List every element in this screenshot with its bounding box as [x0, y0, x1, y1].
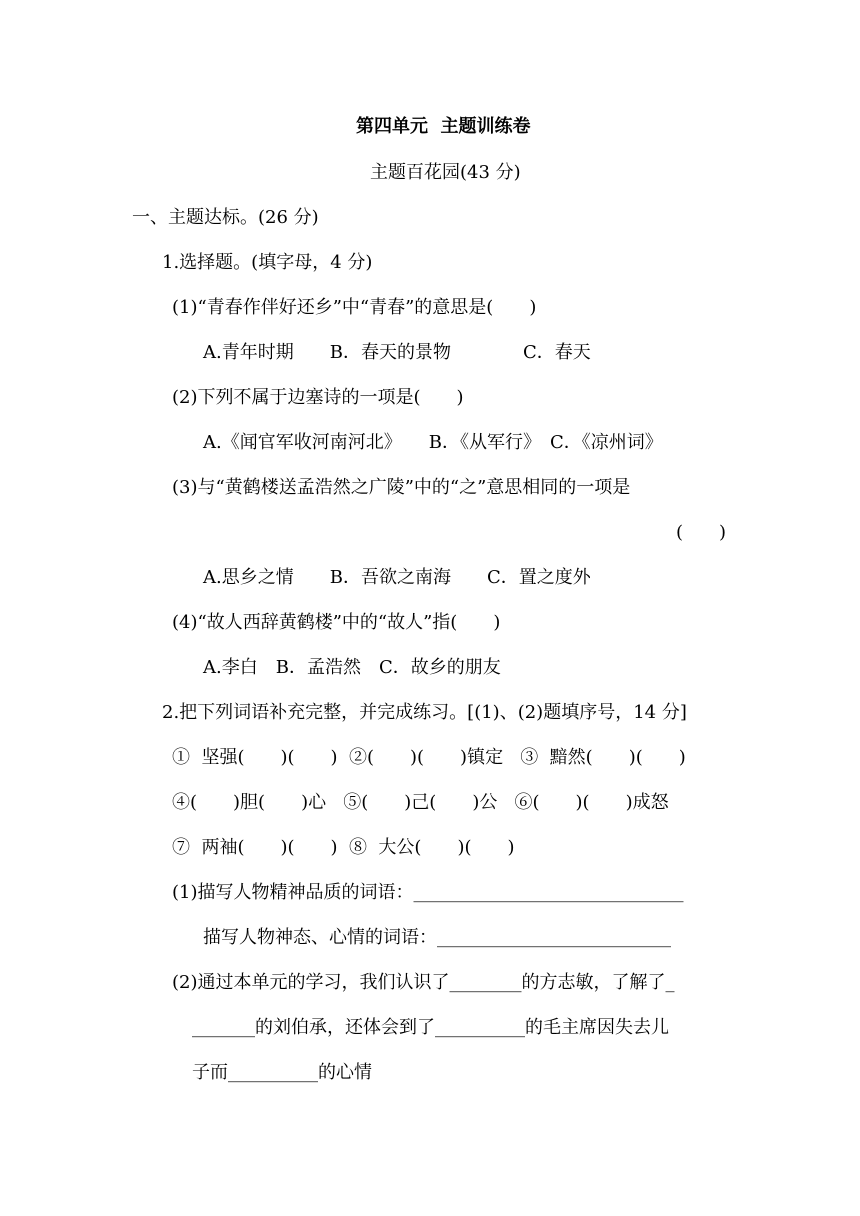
word-row-2: ④( )胆( )心 ⑤( )己( )公 ⑥( )( )成怒 — [172, 792, 669, 813]
page-subtitle: 主题百花园(43 分) — [370, 162, 521, 183]
question-2-1-line-1: (1)描写人物精神品质的词语：______________________________ — [172, 882, 684, 903]
question-2-2-line-3: 子而__________的心情 — [192, 1062, 372, 1083]
question-1-4-stem: (4)“故人西辞黄鹤楼”中的“故人”指( ) — [172, 612, 501, 633]
question-1-4-options: A.李白 B．孟浩然 C．故乡的朋友 — [203, 657, 501, 678]
question-1-heading: 1.选择题。(填字母，4 分) — [162, 252, 373, 273]
word-row-3: ⑦ 两袖( )( ) ⑧ 大公( )( ) — [172, 837, 515, 858]
question-1-2-stem: (2)下列不属于边塞诗的一项是( ) — [172, 387, 464, 408]
question-2-heading: 2.把下列词语补充完整，并完成练习。[(1)、(2)题填序号，14 分] — [162, 702, 687, 723]
question-2-1-line-2: 描写人物神态、心情的词语：__________________________ — [203, 927, 671, 948]
question-1-2-options: A.《闻官军收河南河北》 B．《从军行》 C．《凉州词》 — [203, 432, 663, 453]
question-1-3-answer-bracket: ( ) — [676, 522, 727, 543]
question-1-3-stem: (3)与“黄鹤楼送孟浩然之广陵”中的“之”意思相同的一项是 — [172, 477, 631, 498]
word-row-1: ① 坚强( )( ) ②( )( )镇定 ③ 黯然( )( ) — [172, 747, 686, 768]
question-2-2-line-1: (2)通过本单元的学习，我们认识了________的方志敏，了解了_ — [172, 972, 675, 993]
question-1-1-options: A.青年时期 B．春天的景物 C．春天 — [203, 342, 591, 363]
question-2-2-line-2: _______的刘伯承，还体会到了__________的毛主席因失去儿 — [192, 1017, 669, 1038]
question-1-1-stem: (1)“青春作伴好还乡”中“青春”的意思是( ) — [172, 297, 537, 318]
question-1-3-options: A.思乡之情 B．吾欲之南海 C．置之度外 — [203, 567, 591, 588]
page-title: 第四单元 主题训练卷 — [356, 116, 531, 137]
section-heading: 一、主题达标。(26 分) — [132, 207, 319, 228]
